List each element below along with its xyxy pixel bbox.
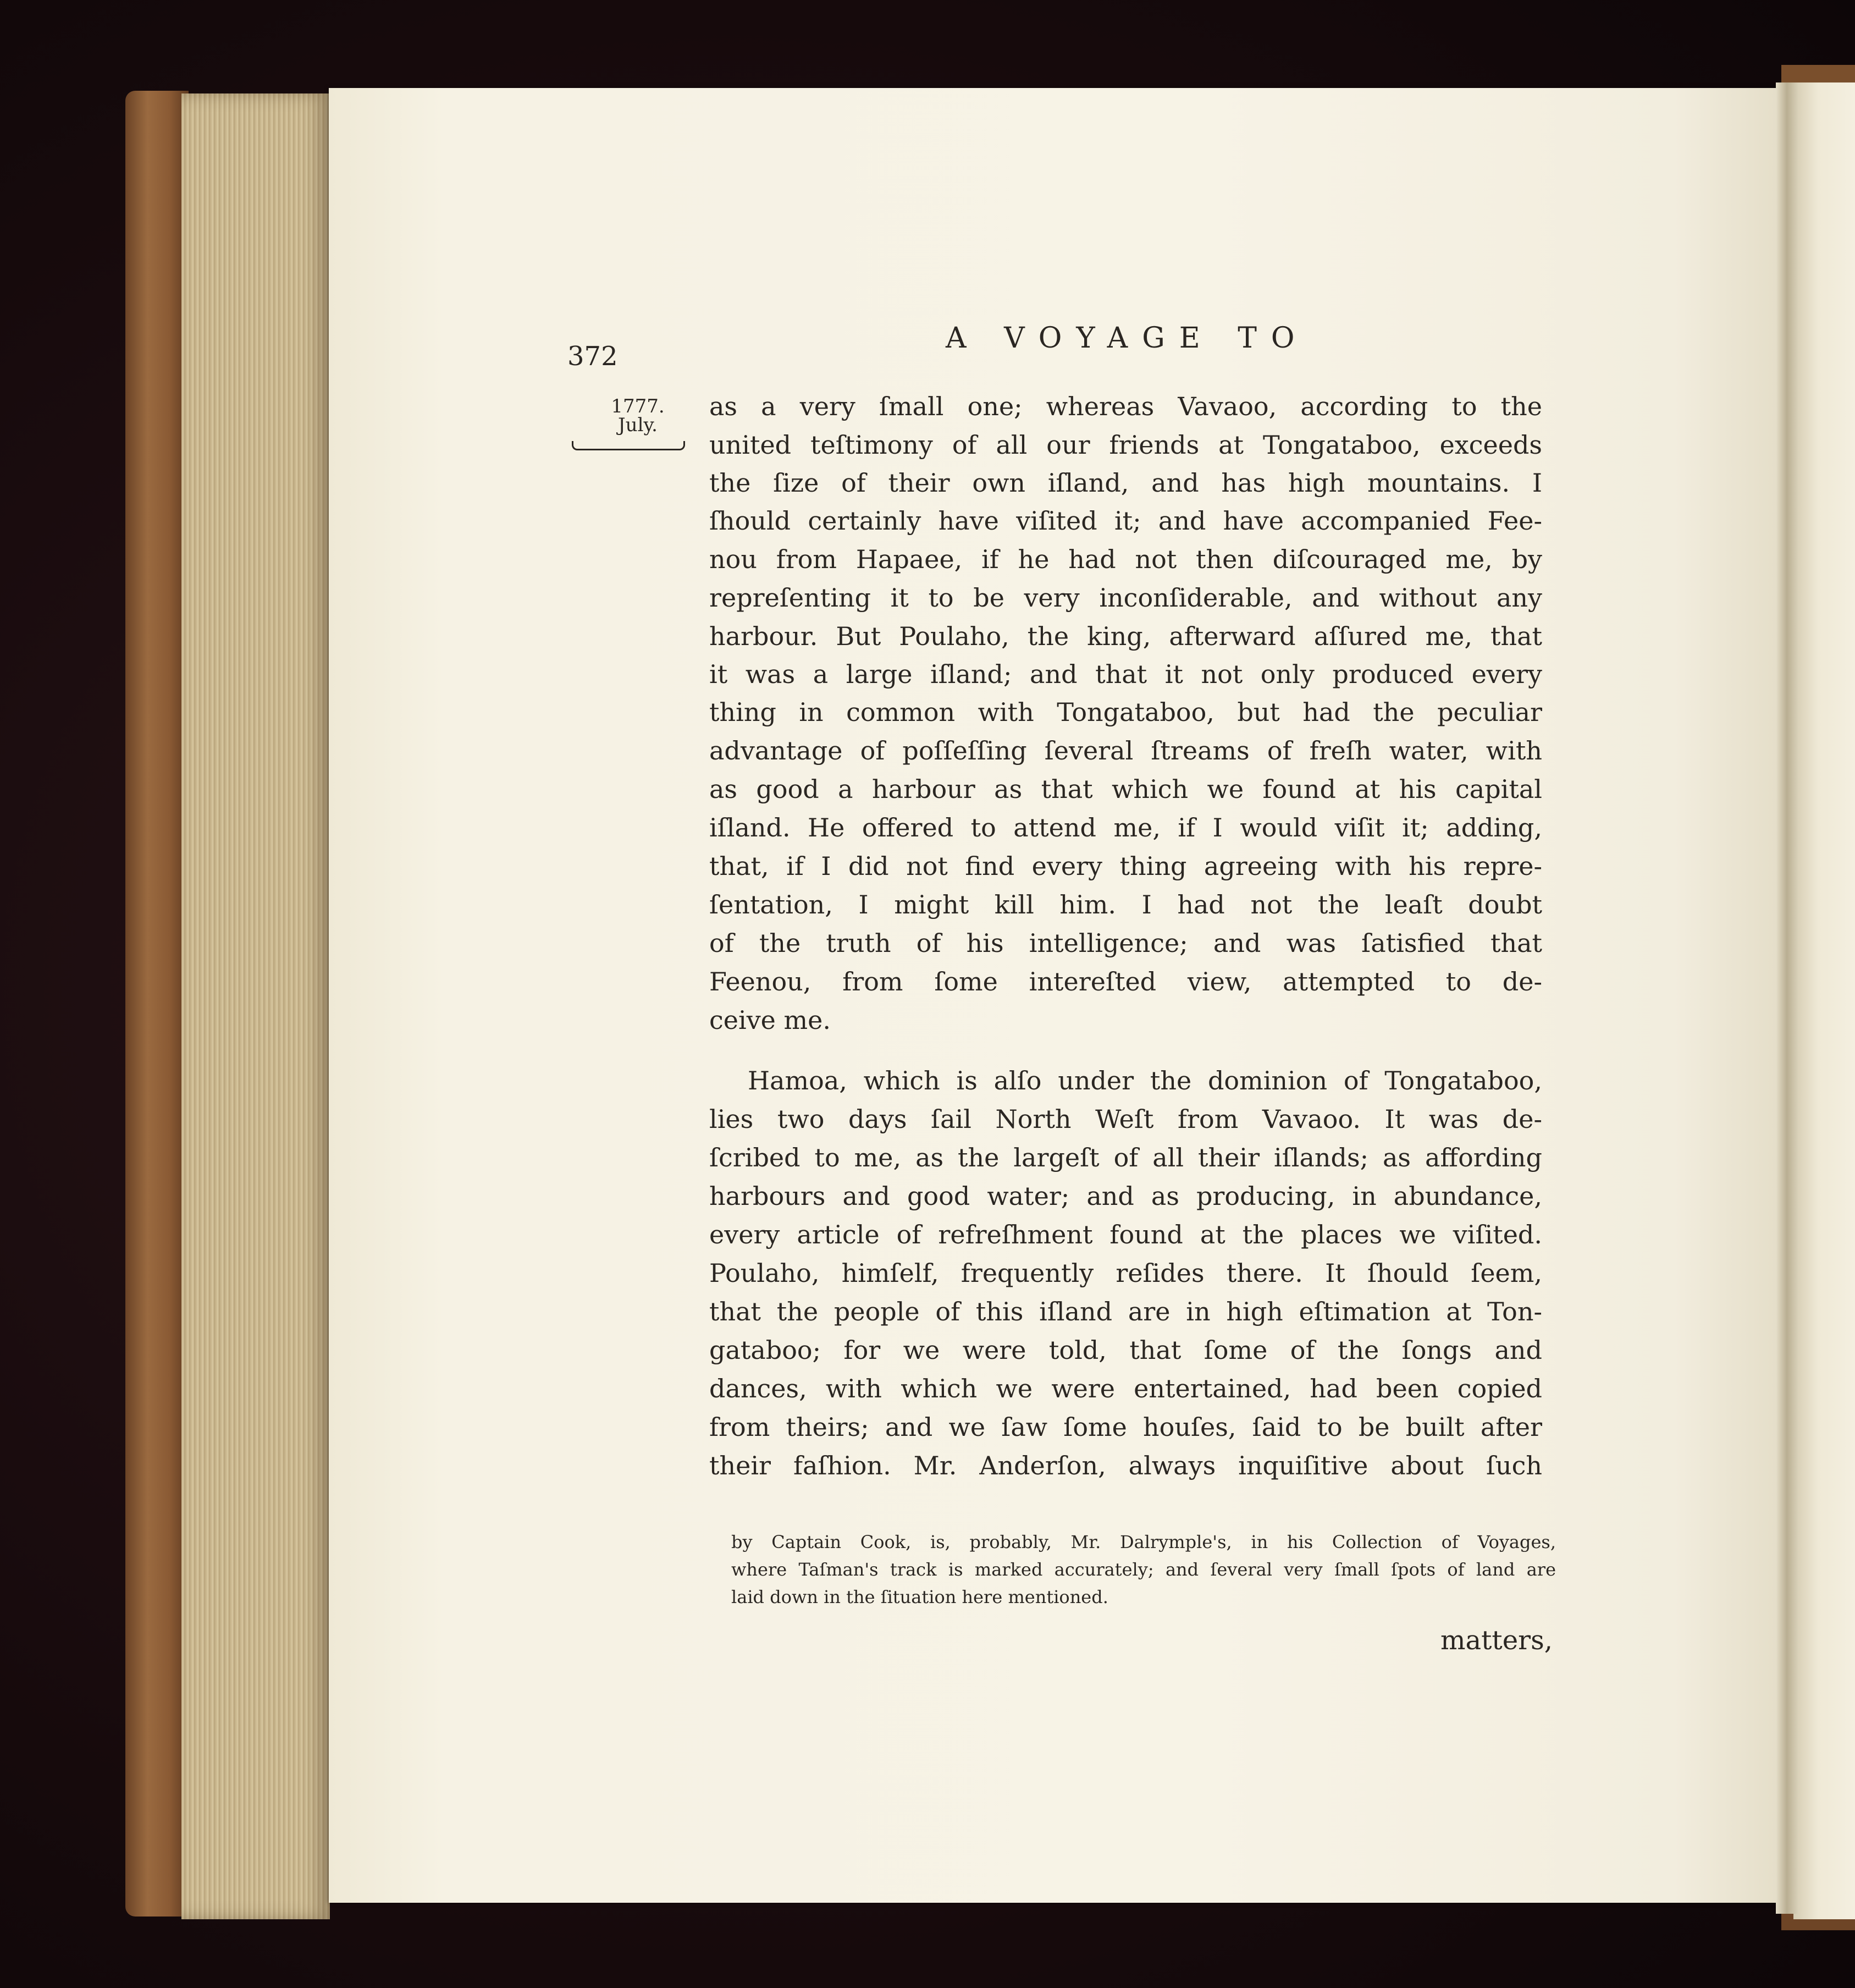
text-line: of the truth of his intelligence; and was ſatisfied that (709, 928, 1542, 958)
margin-note-brace (572, 441, 685, 450)
text-line: repreſenting it to be very inconſiderable, and without any (709, 583, 1542, 613)
text-line: united teſtimony of all our friends at Tongataboo, exceeds (709, 430, 1542, 460)
text-line: as a very ſmall one; whereas Vavaoo, according to the (709, 392, 1542, 421)
text-line: dances, with which we were entertained, had been copied (709, 1374, 1542, 1403)
text-line: as good a harbour as that which we found at his capital (709, 774, 1542, 804)
text-line: ſcribed to me, as the largeſt of all their iſlands; as affording (709, 1143, 1542, 1172)
margin-note-month: July. (618, 414, 658, 436)
text-line: nou from Hapaee, if he had not then diſcouraged me, by (709, 544, 1542, 574)
text-line: ſentation, I might kill him. I had not the leaſt doubt (709, 890, 1542, 919)
left-book-cover (125, 91, 189, 1917)
text-line: thing in common with Tongataboo, but had the peculiar (709, 697, 1542, 727)
page-number: 372 (567, 341, 618, 372)
text-line: the ſize of their own iſland, and has high mountains. I (709, 468, 1542, 498)
text-line: gataboo; for we were told, that ſome of the ſongs and (709, 1335, 1542, 1365)
text-line: from theirs; and we ſaw ſome houſes, ſaid to be built after (709, 1412, 1542, 1442)
text-line: harbours and good water; and as producing, in abundance, (709, 1181, 1542, 1211)
text-line: Hamoa, which is alſo under the dominion of Tongataboo, (748, 1066, 1542, 1095)
text-line: every article of refreſhment found at the places we viſited. (709, 1220, 1542, 1249)
text-line: that, if I did not find every thing agreeing with his repre- (709, 851, 1542, 881)
text-line: lies two days ſail North Weſt from Vavaoo. It was de- (709, 1104, 1542, 1134)
text-line: their faſhion. Mr. Anderſon, always inquiſitive about ſuch (709, 1451, 1542, 1480)
catchword: matters, (1440, 1625, 1553, 1656)
footnote-line: by Captain Cook, is, probably, Mr. Dalrymple's, in his Collection of Voyages, (731, 1532, 1556, 1552)
text-line: Poulaho, himſelf, frequently reſides there. It ſhould ſeem, (709, 1258, 1542, 1288)
text-line: harbour. But Poulaho, the king, afterward aſſured me, that (709, 621, 1542, 651)
footnote-line: where Taſman's track is marked accurately; and ſeveral very ſmall ſpots of land are (731, 1559, 1556, 1580)
text-line: that the people of this iſland are in high eſtimation at Ton- (709, 1297, 1542, 1326)
text-line: iſland. He offered to attend me, if I would viſit it; adding, (709, 813, 1542, 842)
margin-note (583, 397, 693, 434)
text-line: it was a large iſland; and that it not only produced every (709, 659, 1542, 689)
text-line: ſhould certainly have viſited it; and have accompanied Fee- (709, 506, 1542, 536)
text-line: advantage of poſſeſſing ſeveral ſtreams of freſh water, with (709, 736, 1542, 766)
footnote-line: laid down in the ſituation here mentioned. (731, 1587, 1108, 1607)
text-line: ceive me. (709, 1005, 831, 1035)
running-head: A VOYAGE TO (946, 322, 1309, 355)
page-block-edges (181, 93, 330, 1919)
margin-note-year: 1777. (611, 395, 665, 417)
book-gutter (1776, 82, 1798, 1914)
text-line: Feenou, from ſome intereſted view, attempted to de- (709, 967, 1542, 996)
facing-page (1793, 82, 1855, 1919)
